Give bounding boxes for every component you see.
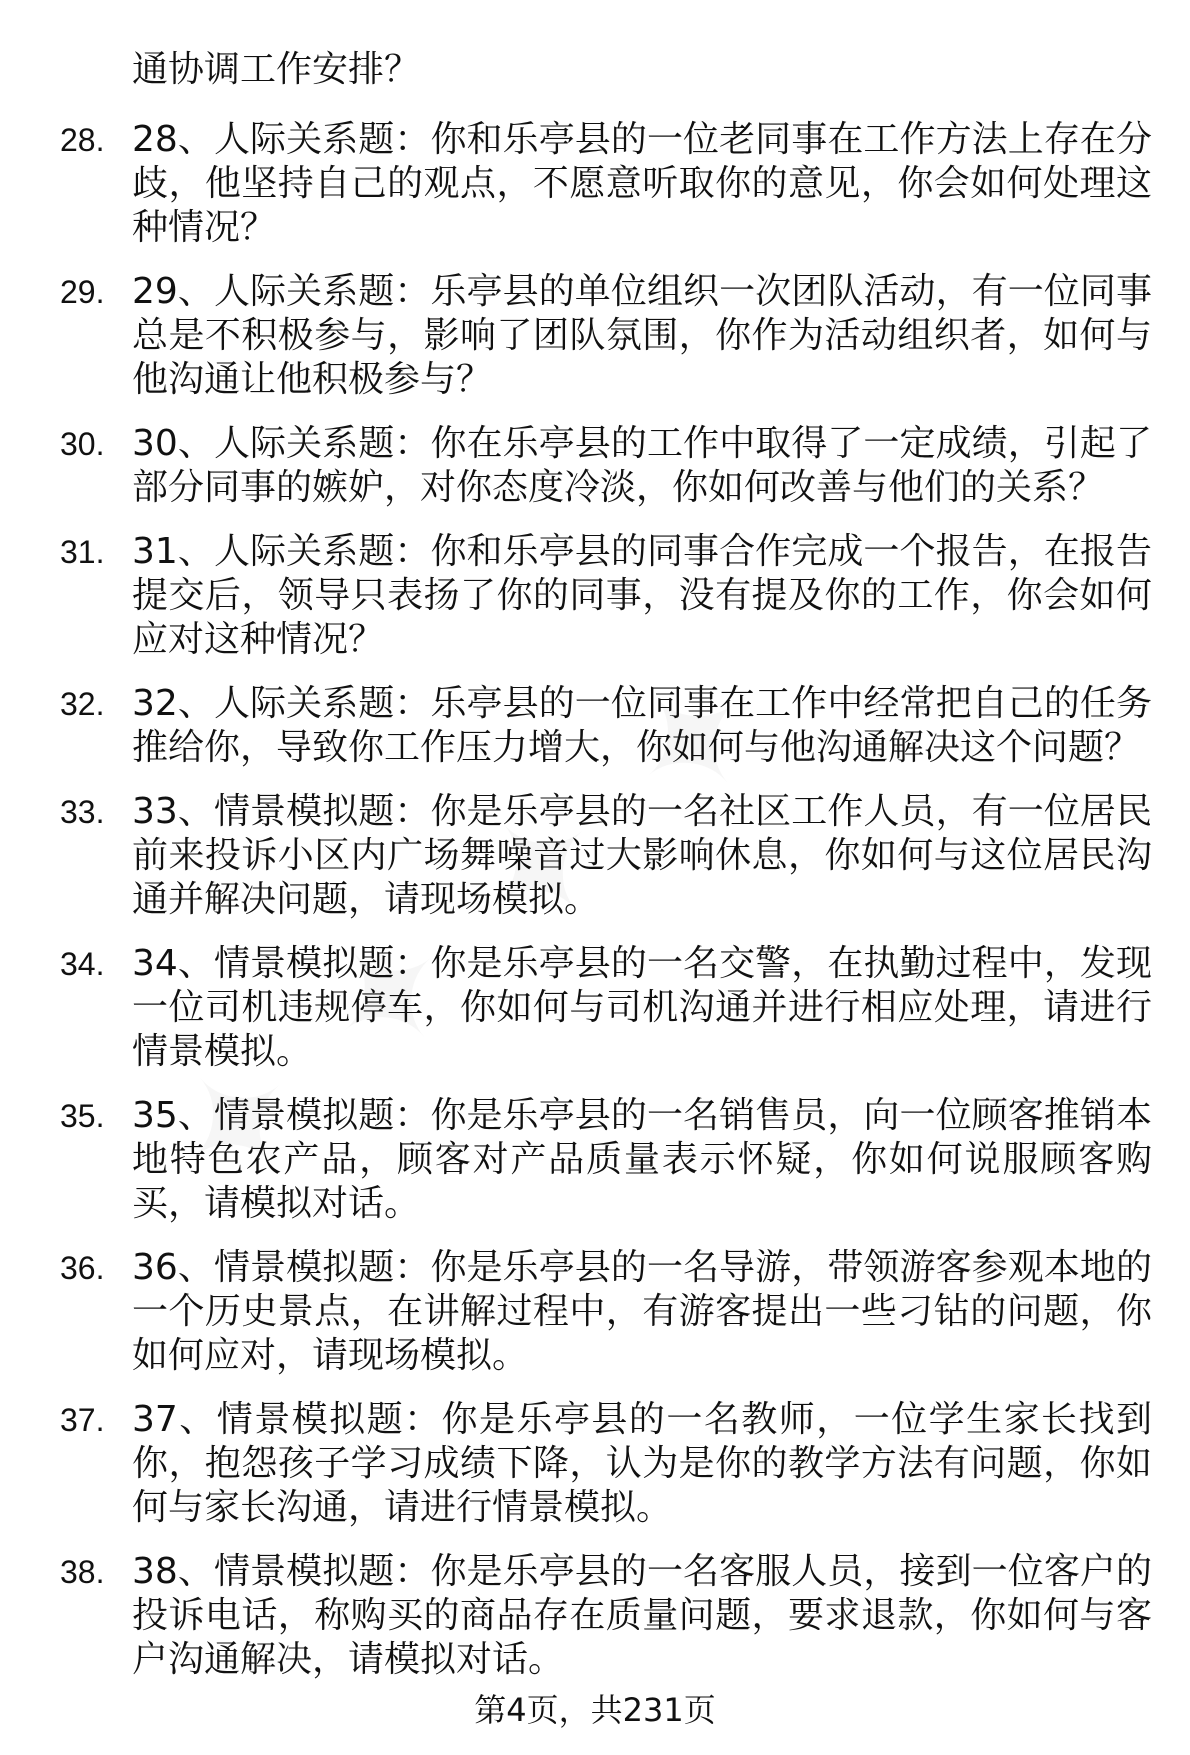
list-item bbox=[0, 942, 1190, 1074]
item-number: 32. bbox=[60, 686, 105, 722]
item-text: 29、人际关系题：乐亭县的单位组织一次团队活动，有一位同事总是不积极参与，影响了团队氛围，你作为活动组织者，如何与他沟通让他积极参与？ bbox=[132, 271, 1152, 400]
item-text: 28、人际关系题：你和乐亭县的一位老同事在工作方法上存在分歧，他坚持自己的观点，不愿意听取你的意见，你会如何处理这种情况？ bbox=[132, 119, 1152, 248]
list-item bbox=[0, 1550, 1190, 1682]
item-text: 31、人际关系题：你和乐亭县的同事合作完成一个报告，在报告提交后，领导只表扬了你的同事，没有提及你的工作，你会如何应对这种情况？ bbox=[132, 531, 1152, 660]
item-text: 36、情景模拟题：你是乐亭县的一名导游，带领游客参观本地的一个历史景点，在讲解过程中，有游客提出一些刁钻的问题，你如何应对，请现场模拟。 bbox=[132, 1247, 1152, 1376]
item-number: 34. bbox=[60, 946, 105, 982]
list-item bbox=[0, 1246, 1190, 1378]
list-item bbox=[0, 1398, 1190, 1530]
item-text: 34、情景模拟题：你是乐亭县的一名交警，在执勤过程中，发现一位司机违规停车，你如何与司机沟通并进行相应处理，请进行情景模拟。 bbox=[132, 943, 1152, 1072]
item-number: 28. bbox=[60, 122, 105, 158]
list-item bbox=[0, 270, 1190, 402]
item-number: 38. bbox=[60, 1554, 105, 1590]
item-text: 35、情景模拟题：你是乐亭县的一名销售员，向一位顾客推销本地特色农产品，顾客对产品质量表示怀疑，你如何说服顾客购买，请模拟对话。 bbox=[132, 1095, 1152, 1224]
list-item bbox=[0, 1094, 1190, 1226]
item-text: 33、情景模拟题：你是乐亭县的一名社区工作人员，有一位居民前来投诉小区内广场舞噪音过大影响休息，你如何与这位居民沟通并解决问题，请现场模拟。 bbox=[132, 791, 1152, 920]
item-number: 37. bbox=[60, 1402, 105, 1438]
item-number: 30. bbox=[60, 426, 105, 462]
list-item bbox=[0, 530, 1190, 662]
list-item bbox=[0, 118, 1190, 250]
item-text: 37、情景模拟题：你是乐亭县的一名教师，一位学生家长找到你，抱怨孩子学习成绩下降，认为是你的教学方法有问题，你如何与家长沟通，请进行情景模拟。 bbox=[132, 1399, 1152, 1528]
list-item bbox=[0, 422, 1190, 510]
item-number: 29. bbox=[60, 274, 105, 310]
item-number: 33. bbox=[60, 794, 105, 830]
item-text: 30、人际关系题：你在乐亭县的工作中取得了一定成绩，引起了部分同事的嫉妒，对你态度冷淡，你如何改善与他们的关系？ bbox=[132, 423, 1152, 508]
item-number: 31. bbox=[60, 534, 105, 570]
page-number: 第4页，共231页 bbox=[474, 1691, 716, 1729]
item-number: 35. bbox=[60, 1098, 105, 1134]
item-text: 32、人际关系题：乐亭县的一位同事在工作中经常把自己的任务推给你，导致你工作压力增大，你如何与他沟通解决这个问题？ bbox=[132, 683, 1152, 768]
list-item bbox=[0, 682, 1190, 770]
continuation-text: 通协调工作安排？ bbox=[132, 49, 421, 90]
item-text: 38、情景模拟题：你是乐亭县的一名客服人员，接到一位客户的投诉电话，称购买的商品存在质量问题，要求退款，你如何与客户沟通解决，请模拟对话。 bbox=[132, 1551, 1152, 1680]
question-list bbox=[0, 118, 1190, 1702]
item-number: 36. bbox=[60, 1250, 105, 1286]
list-item bbox=[0, 790, 1190, 922]
